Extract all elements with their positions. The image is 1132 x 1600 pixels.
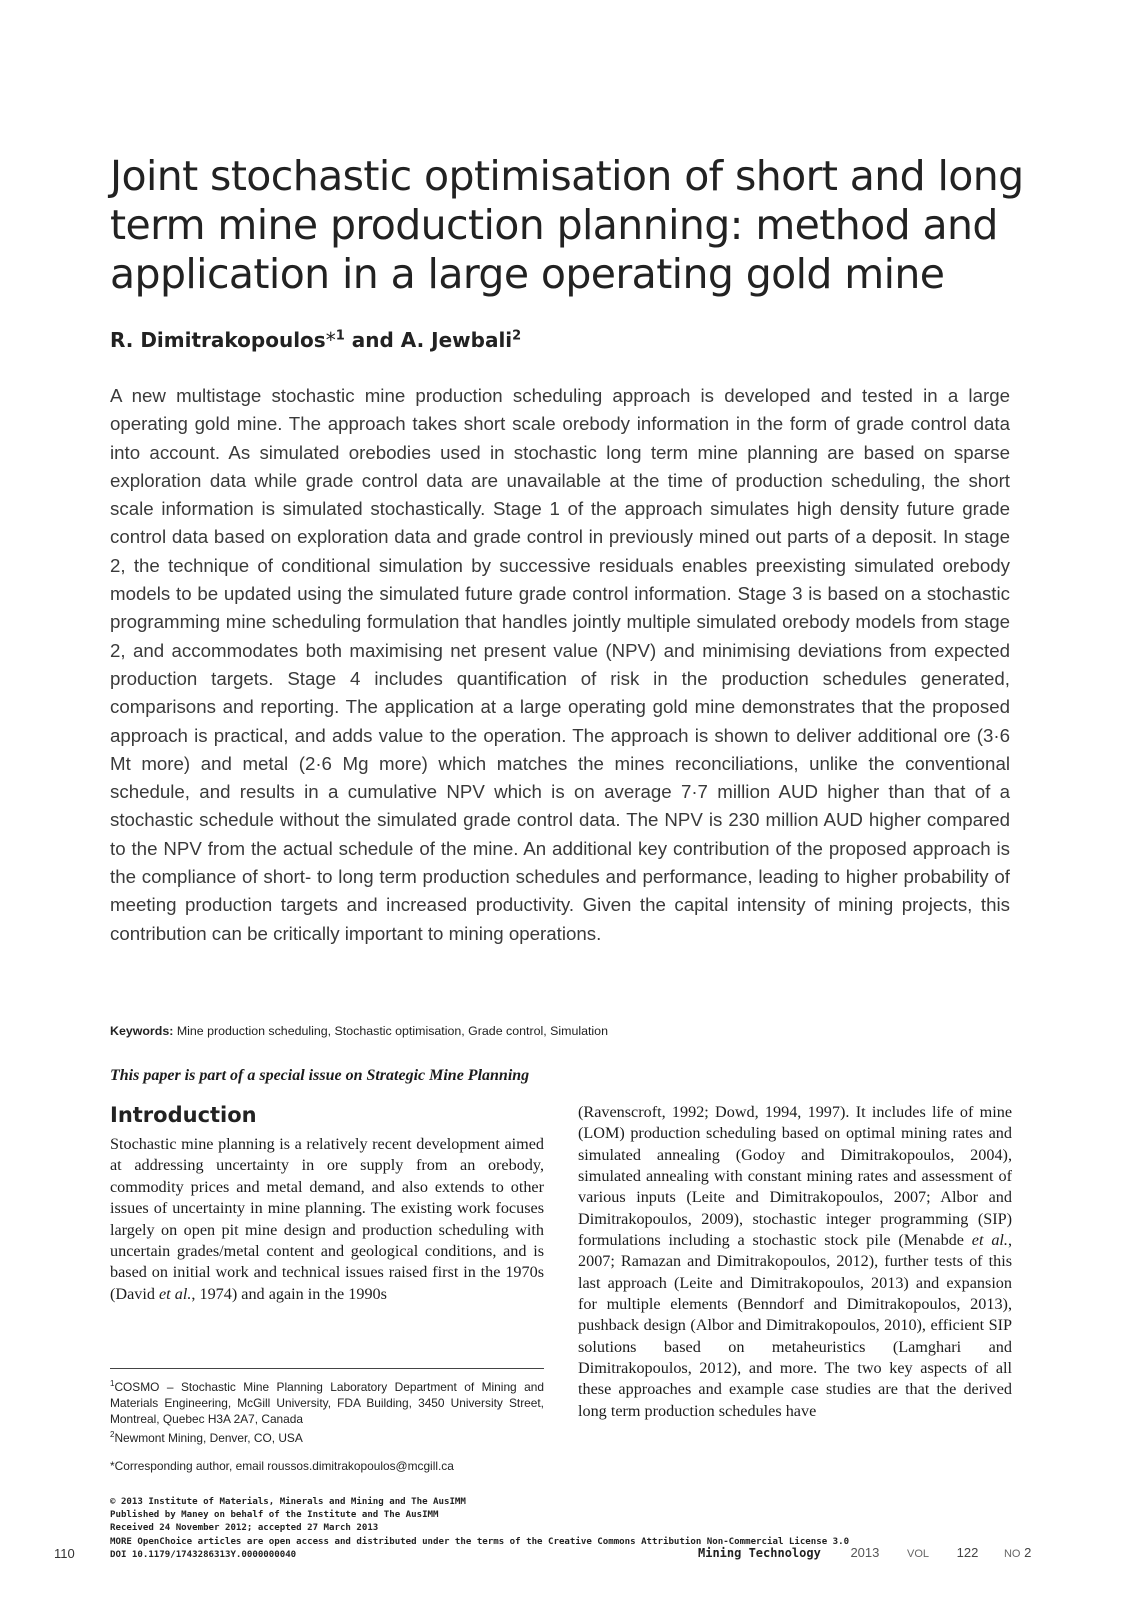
keywords-label: Keywords: xyxy=(110,1024,174,1038)
affiliation-footnote: $^1$COSMO – Stochastic Mine Planning Laboratory Department of Mining and Materials Engineering, McGill University, FDA Building, 3450 University Street, Montreal, Quebec H3A 2A7, Canada xyxy=(110,1379,544,1426)
abstract: A new multistage stochastic mine production scheduling approach is developed and tested in a large operating gold mine. The approach takes short scale orebody information in the form of grade control data into account. As simulated orebodies used in stochastic long term mine planning are based on sparse exploration data while grade control data are unavailable at the time of production scheduling, the short scale information is simulated stochastically. Stage 1 of the approach simulates high density future grade control data based on exploration data and grade control in previously mined out parts of a deposit. In stage 2, the technique of conditional simulation by successive residuals enables preexisting simulated orebody models to be updated using the simulated future grade control information. Stage 3 is based on a stochastic programming mine scheduling formulation that handles jointly multiple simulated orebody models from stage 2, and accommodates both maximising net present value (NPV) and minimising deviations from expected production targets. Stage 4 includes quantification of risk in the production schedules generated, comparisons and reporting. The application at a large operating gold mine demonstrates that the proposed approach is practical, and adds value to the operation. The approach is shown to deliver additional ore (3·6 Mt more) and metal (2·6 Mg more) which matches the mines reconciliations, unlike the conventional schedule, and results in a cumulative NPV which is on average 7·7 million AUD higher than that of a stochastic schedule without the simulated grade control data. The NPV is 230 million AUD higher compared to the NPV from the actual schedule of the mine. An additional key contribution of the proposed approach is the compliance of short- to long term production schedules and performance, leading to higher probability of meeting production targets and increased productivity. Given the capital intensity of mining projects, this contribution can be critically important to mining operations. xyxy=(110,385,1010,944)
affiliation-mark: 1 xyxy=(335,328,345,344)
left-column xyxy=(110,1102,544,1305)
page-number: 110 xyxy=(54,1546,75,1561)
keywords-list: Mine production scheduling, Stochastic optimisation, Grade control, Simulation xyxy=(176,1024,608,1038)
issue-label: NO xyxy=(1003,1548,1021,1560)
author-name: R. Dimitrakopoulos xyxy=(110,328,326,352)
footnotes xyxy=(110,1376,544,1474)
article-title: Joint stochastic optimisation of short and long term mine production planning: method and application in a large operating gold mine xyxy=(110,152,1024,298)
section-heading: Introduction xyxy=(110,1103,257,1127)
journal-year: 2013 xyxy=(850,1545,880,1560)
copyright-line: © 2013 Institute of Materials, Minerals and Mining and The AusIMM xyxy=(110,1497,466,1507)
author-list xyxy=(110,328,521,352)
received-line: Received 24 November 2012; accepted 27 March 2013 xyxy=(110,1523,379,1534)
keywords xyxy=(110,1024,1010,1038)
special-issue-note: This paper is part of a special issue on Strategic Mine Planning xyxy=(110,1067,530,1084)
running-footer xyxy=(698,1545,1031,1560)
right-column xyxy=(578,1102,1012,1422)
affiliation-mark: 2 xyxy=(512,328,522,344)
doi-line: DOI 10.1179/1743286313Y.0000000040 xyxy=(110,1549,297,1560)
body-paragraph: Stochastic mine planning is a relatively recent development aimed at addressing uncertainty in ore supply from an orebody, commodity prices and metal demand, and also extends to other issues of uncertainty in mine planning. The existing work focuses largely on open pit mine design and production scheduling with uncertain grades/metal content and geological conditions, and is based on initial work and technical issues raised first in the 1970s (David et al., 1974) and again in the 1990s xyxy=(110,1135,544,1303)
issue-number: 2 xyxy=(1024,1545,1032,1560)
author-conjunction: and xyxy=(351,328,394,352)
body-paragraph: (Ravenscroft, 1992; Dowd, 1994, 1997). It includes life of mine (LOM) production scheduling based on optimal mining rates and simulated annealing (Godoy and Dimitrakopoulos, 2004), simulated annealing with constant mining rates and assessment of various inputs (Leite and Dimitrakopoulos, 2007; Albor and Dimitrakopoulos, 2009), stochastic integer programming (SIP) formulations including a stochastic stock pile (Menabde et al., 2007; Ramazan and Dimitrakopoulos, 2012), further tests of this last approach (Leite and Dimitrakopoulos, 2013) and expansion for multiple elements (Benndorf and Dimitrakopoulos, 2013), pushback design (Albor and Dimitrakopoulos, 2010), efficient SIP solutions based on metaheuristics (Lamghari and Dimitrakopoulos, 2012), and more. The two key aspects of all these approaches and example case studies are that the derived long term production schedules have xyxy=(578,1103,1012,1420)
journal-name: Mining Technology xyxy=(698,1546,821,1560)
footnote-divider xyxy=(110,1368,544,1369)
affiliation-footnote: $^2$Newmont Mining, Denver, CO, USA xyxy=(110,1429,303,1445)
publisher-line: Published by Maney on behalf of the Institute and The AusIMM xyxy=(110,1510,439,1521)
corresponding-mark: * xyxy=(325,328,336,352)
volume-number: 122 xyxy=(956,1545,979,1560)
corresponding-author-note: *Corresponding author, email roussos.dimitrakopoulos@mcgill.ca xyxy=(110,1458,454,1473)
license-line: MORE OpenChoice articles are open access and distributed under the terms of the Creative Commons Attribution Non-Commercial License 3.0 xyxy=(110,1536,850,1547)
volume-label: VOL xyxy=(907,1548,930,1560)
author-name: A. Jewbali xyxy=(400,328,513,352)
